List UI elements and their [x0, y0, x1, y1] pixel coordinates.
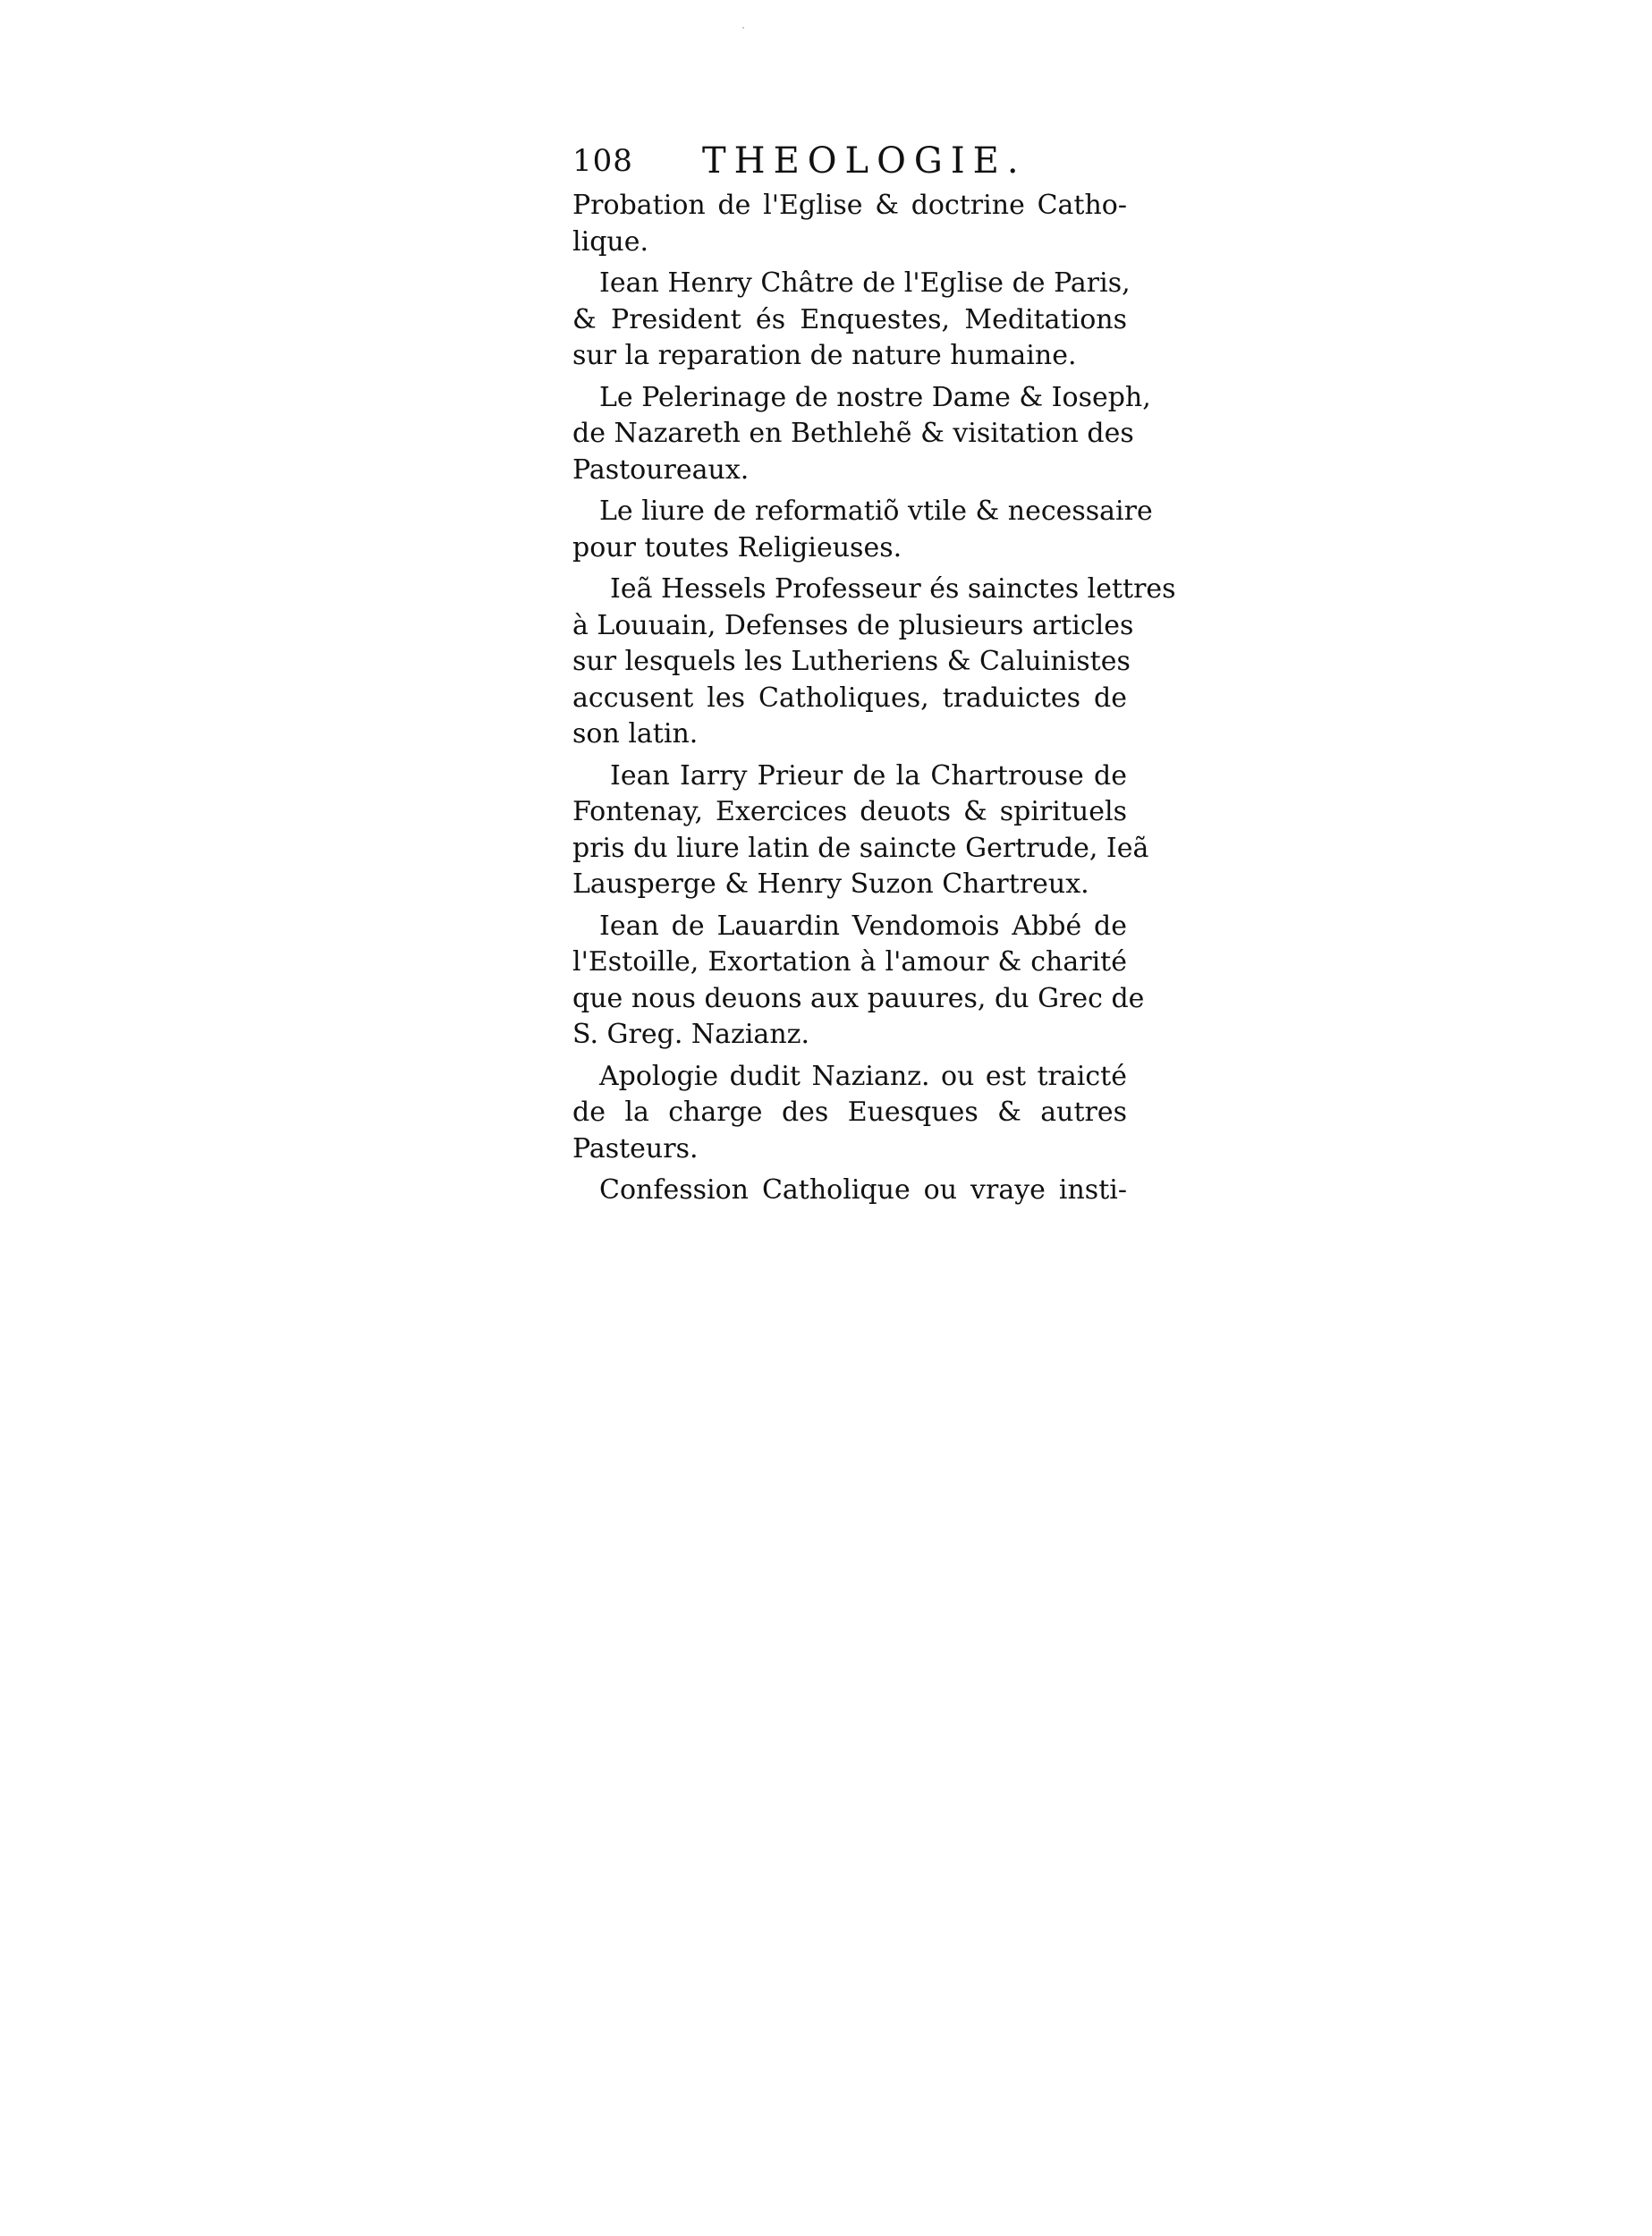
page-speck — [742, 27, 744, 29]
text-line: Iean Henry Châtre de l'Eglise de Paris, — [599, 267, 1131, 299]
running-head — [572, 134, 1127, 188]
entry — [572, 266, 1131, 375]
text-line: l'Estoille, Exortation à l'amour & charité — [572, 946, 1127, 978]
text-line: Pastoureaux. — [572, 453, 750, 486]
text-line: Le liure de reformatiõ vtile & necessaire — [599, 495, 1153, 527]
page-number: 108 — [572, 143, 633, 179]
text-line: lique. — [572, 225, 649, 258]
text-line: de Nazareth en Bethlehẽ & visitation des — [572, 418, 1134, 449]
text-line: accusent les Catholiques, traduictes de — [572, 682, 1127, 714]
text-line: Confession Catholique ou vraye insti- — [599, 1174, 1127, 1206]
running-title: THEOLOGIE. — [702, 140, 1027, 182]
entry — [572, 758, 1149, 903]
entry — [572, 494, 1153, 566]
entry — [572, 1059, 1127, 1168]
text-line: Probation de l'Eglise & doctrine Catho- — [572, 190, 1127, 221]
text-line: sur lesquels les Lutheriens & Caluinistes — [572, 646, 1131, 677]
text-line: de la charge des Euesques & autres — [572, 1097, 1127, 1128]
entry — [572, 188, 1127, 260]
text-line: que nous deuons aux pauures, du Grec de — [572, 982, 1145, 1014]
text-line: pour toutes Religieuses. — [572, 531, 902, 563]
text-line: Ieã Hessels Professeur és sainctes lettres — [610, 573, 1176, 605]
text-line: Lausperge & Henry Suzon Chartreux. — [572, 868, 1089, 900]
text-line: & President és Enquestes, Meditations — [572, 303, 1127, 335]
entry — [572, 909, 1145, 1054]
text-line: sur la reparation de nature humaine. — [572, 340, 1077, 371]
text-column — [572, 134, 1176, 1215]
text-line: Le Pelerinage de nostre Dame & Ioseph, — [599, 381, 1151, 413]
text-line: son latin. — [572, 718, 699, 750]
text-line: à Louuain, Defenses de plusieurs articles — [572, 609, 1134, 641]
text-line: Pasteurs. — [572, 1132, 699, 1165]
text-line: Iean de Lauardin Vendomois Abbé de — [599, 910, 1127, 942]
text-line: S. Greg. Nazianz. — [572, 1019, 809, 1050]
text-line: Fontenay, Exercices deuots & spirituels — [572, 796, 1127, 827]
text-line: pris du liure latin de saincte Gertrude, Ieã — [572, 832, 1149, 864]
entry — [572, 1173, 1127, 1209]
text-line: Iean Iarry Prieur de la Chartrouse de — [610, 759, 1127, 792]
entry — [572, 380, 1151, 489]
text-line: Apologie dudit Nazianz. ou est traicté — [599, 1060, 1127, 1092]
entry — [572, 572, 1176, 753]
